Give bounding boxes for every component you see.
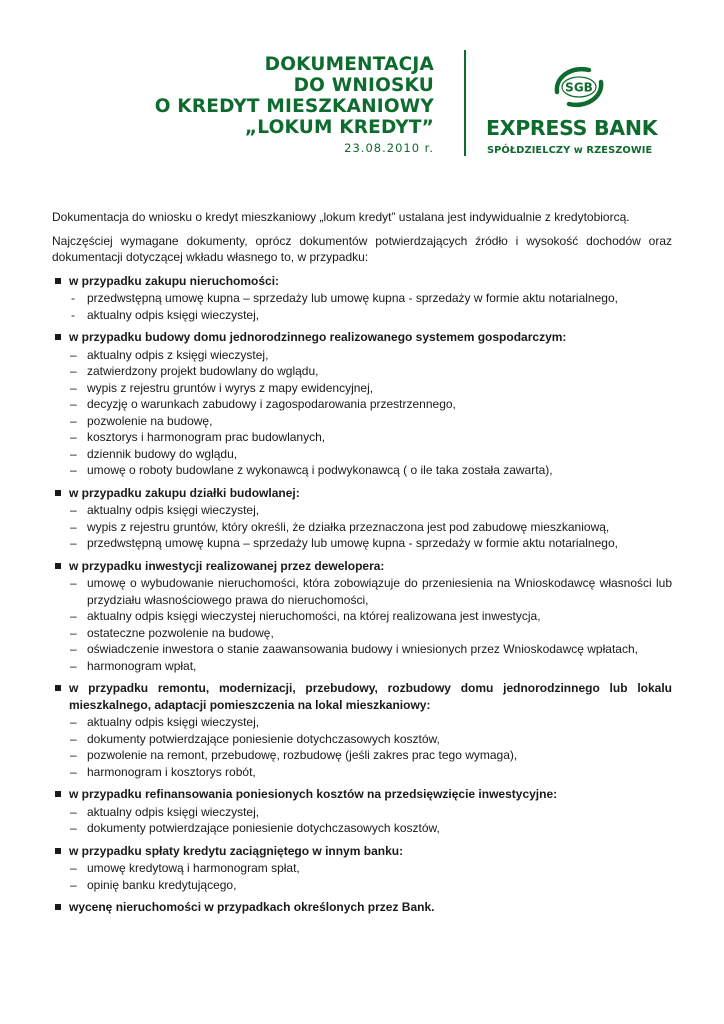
list-item: – aktualny odpis księgi wieczystej nieruchomości, na której realizowana jest inwestycja, bbox=[52, 608, 672, 625]
intro-paragraph: Dokumentacja do wniosku o kredyt mieszkaniowy „lokum kredyt” ustalana jest indywidualnie z kredytobiorcą. bbox=[52, 210, 630, 224]
section-title: w przypadku zakupu nieruchomości: bbox=[52, 273, 672, 290]
list-item: – kosztorys i harmonogram prac budowlanych, bbox=[52, 429, 672, 446]
list-item: - aktualny odpis księgi wieczystej, bbox=[52, 307, 672, 324]
list-item: – umowę o wybudowanie nieruchomości, która zobowiązuje do przeniesienia na Wnioskodawcę własności lub przydziału własnościowego prawa do nieruchomości, bbox=[52, 575, 672, 608]
list-item: – pozwolenie na budowę, bbox=[52, 413, 672, 430]
section-refinancing bbox=[52, 786, 672, 837]
list-item: – wypis z rejestru gruntów, który określi, że działka przeznaczona jest pod zabudowę mieszkaniową, bbox=[52, 519, 672, 536]
list-item: – wypis z rejestru gruntów i wyrys z mapy ewidencyjnej, bbox=[52, 380, 672, 397]
list-item: – decyzję o warunkach zabudowy i zagospodarowania przestrzennego, bbox=[52, 396, 672, 413]
list-item: – opinię banku kredytującego, bbox=[52, 877, 672, 894]
list-item: - przedwstępną umowę kupna – sprzedaży lub umowę kupna - sprzedaży w formie aktu notarialnego, bbox=[52, 290, 672, 307]
list-item: – przedwstępną umowę kupna – sprzedaży lub umowę kupna - sprzedaży w formie aktu notarialnego, bbox=[52, 535, 672, 552]
list-item: – dokumenty potwierdzające poniesienie dotychczasowych kosztów, bbox=[52, 731, 672, 748]
section-title: wycenę nieruchomości w przypadkach określonych przez Bank. bbox=[52, 899, 672, 916]
section-title: w przypadku zakupu działki budowlanej: bbox=[52, 485, 672, 502]
intro-paragraph: Najczęściej wymagane dokumenty, oprócz dokumentów potwierdzających źródło i wysokość dochodów oraz dokumentacji dotyczącej wkładu własnego to, w przypadku: bbox=[52, 233, 672, 264]
list-item: – zatwierdzony projekt budowlany do wglądu, bbox=[52, 363, 672, 380]
section-developer-investment bbox=[52, 558, 672, 675]
header-divider bbox=[464, 50, 466, 156]
section-plot-purchase bbox=[52, 485, 672, 552]
list-item: – oświadczenie inwestora o stanie zaawansowania budowy i wniesionych przez Wnioskodawcę wpłatach, bbox=[52, 641, 672, 658]
document-list bbox=[52, 575, 672, 674]
document-list bbox=[52, 860, 672, 893]
title-line: DOKUMENTACJA bbox=[264, 54, 434, 75]
section-renovation bbox=[52, 680, 672, 780]
section-loan-repayment bbox=[52, 843, 672, 894]
document-body bbox=[52, 209, 672, 916]
section-title: w przypadku budowy domu jednorodzinnego realizowanego systemem gospodarczym: bbox=[52, 329, 672, 346]
list-item: – umowę o roboty budowlane z wykonawcą i podwykonawcą ( o ile taka została zawarta), bbox=[52, 462, 672, 479]
list-item: – ostateczne pozwolenie na budowę, bbox=[52, 625, 672, 642]
document-list bbox=[52, 714, 672, 780]
list-item: – dziennik budowy do wglądu, bbox=[52, 446, 672, 463]
document-list bbox=[52, 804, 672, 837]
list-item: – dokumenty potwierdzające poniesienie dotychczasowych kosztów, bbox=[52, 820, 672, 837]
section-title: w przypadku remontu, modernizacji, przebudowy, rozbudowy domu jednorodzinnego lub lokalu mieszkalnego, adaptacji pomieszczenia na lokal mieszkaniowy: bbox=[52, 680, 672, 713]
list-item: – aktualny odpis księgi wieczystej, bbox=[52, 804, 672, 821]
bank-name: EXPRESS BANK bbox=[486, 116, 658, 140]
document-title bbox=[155, 54, 434, 155]
sgb-logo-icon bbox=[551, 64, 607, 110]
section-title: w przypadku inwestycji realizowanej przez dewelopera: bbox=[52, 558, 672, 575]
document-list bbox=[52, 290, 672, 323]
list-item: – harmonogram i kosztorys robót, bbox=[52, 764, 672, 781]
list-item: – aktualny odpis księgi wieczystej, bbox=[52, 714, 672, 731]
logo-mark-text: SGB bbox=[565, 80, 593, 95]
title-line: O KREDYT MIESZKANIOWY bbox=[154, 96, 434, 117]
list-item: – aktualny odpis z księgi wieczystej, bbox=[52, 347, 672, 364]
document-date: 23.08.2010 r. bbox=[344, 141, 434, 155]
list-item: – harmonogram wpłat, bbox=[52, 658, 672, 675]
section-property-purchase bbox=[52, 273, 672, 324]
title-line: „LOKUM KREDYT” bbox=[244, 117, 434, 138]
section-title: w przypadku refinansowania poniesionych kosztów na przedsięwzięcie inwestycyjne: bbox=[52, 786, 672, 803]
document-header bbox=[0, 50, 724, 170]
list-item: – umowę kredytową i harmonogram spłat, bbox=[52, 860, 672, 877]
title-line: DO WNIOSKU bbox=[293, 75, 434, 96]
bank-subtitle: SPÓŁDZIELCZY w RZESZOWIE bbox=[487, 145, 653, 156]
document-list bbox=[52, 347, 672, 479]
list-item: – aktualny odpis księgi wieczystej, bbox=[52, 502, 672, 519]
list-item: – pozwolenie na remont, przebudowę, rozbudowę (jeśli zakres prac tego wymaga), bbox=[52, 747, 672, 764]
section-title: w przypadku spłaty kredytu zaciągniętego w innym banku: bbox=[52, 843, 672, 860]
document-list bbox=[52, 502, 672, 552]
section-valuation bbox=[52, 899, 672, 916]
section-house-construction bbox=[52, 329, 672, 479]
